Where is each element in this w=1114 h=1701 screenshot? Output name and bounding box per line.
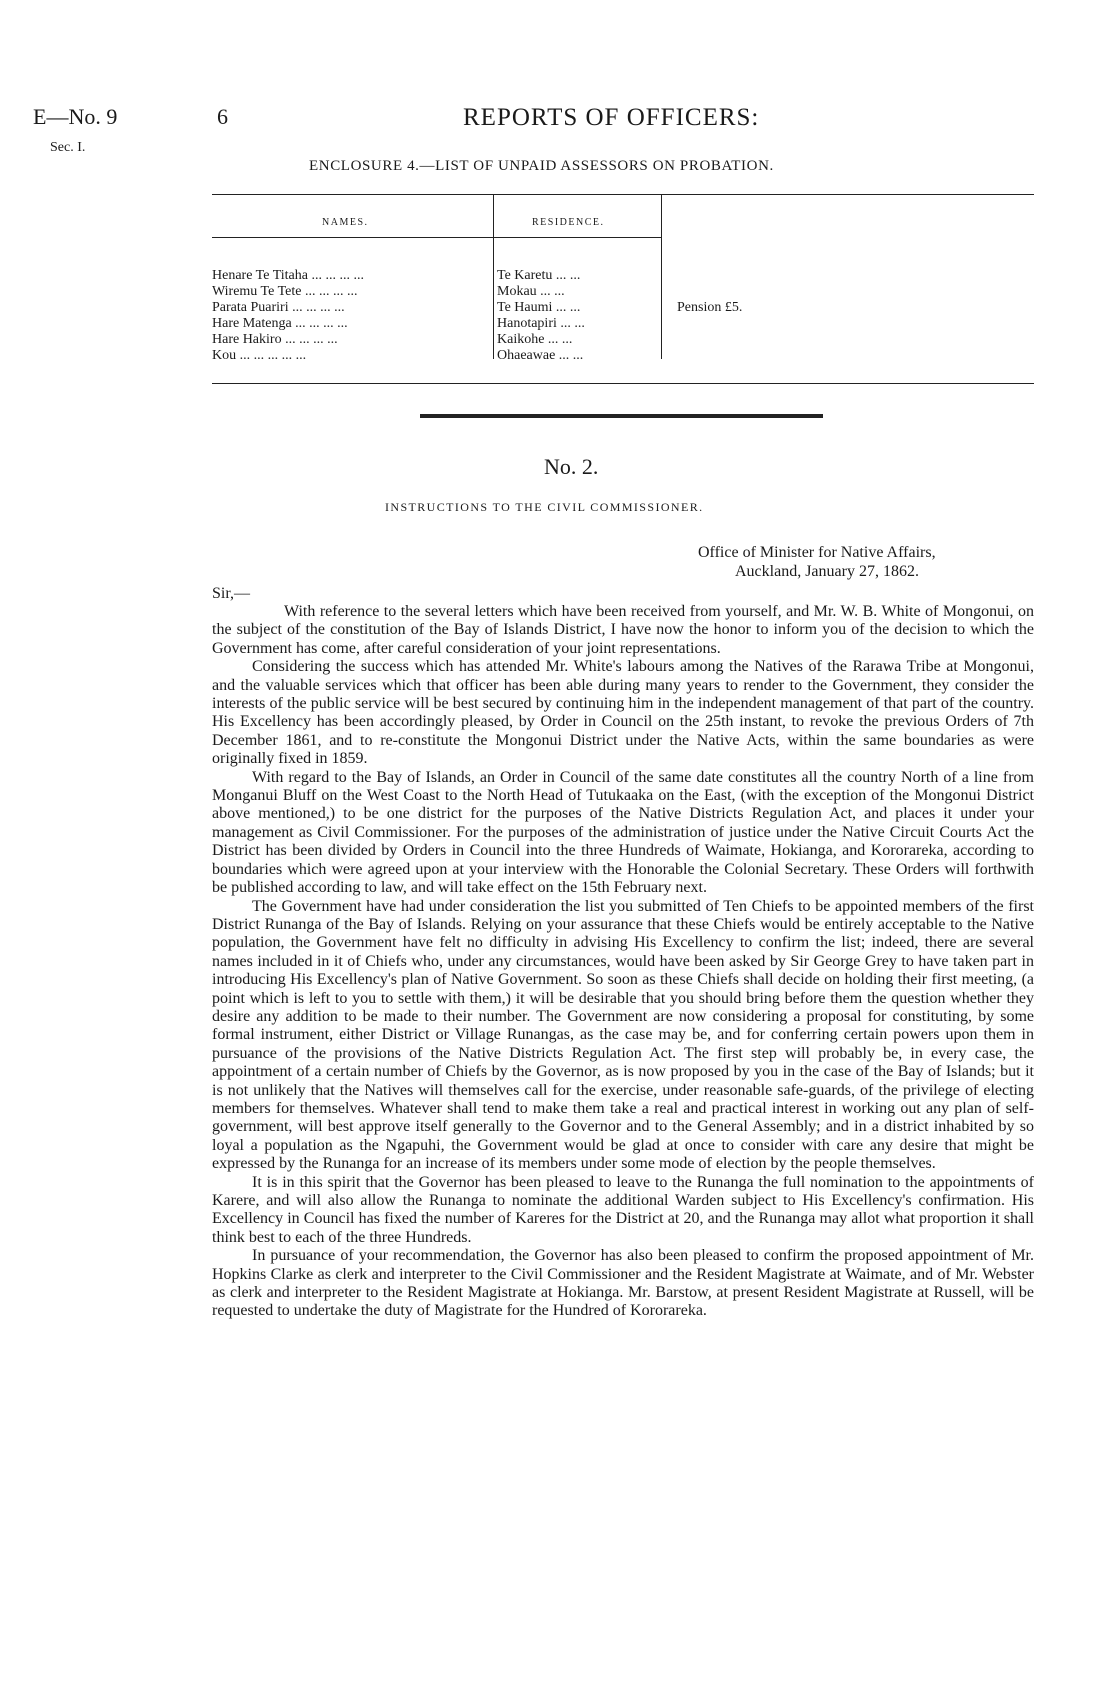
assessor-residence: Kaikohe ... ... [497,332,573,347]
paragraph: With regard to the Bay of Islands, an Order in Council of the same date constitutes all the country North of a line from Monganui Bluff on the West Coast to the North Head of Tutukaaka on the East, (with the exception of the Mongonui District above mentioned,) to be one district for the purposes of the Native Districts Regulation Act, and places it under your management as Civil Commissioner. For the purposes of the administration of justice under the Native Circuit Courts Act the District has been divided by Orders in Council into the three Hundreds of Waimate, Hokianga, and Kororareka, according to boundaries which were agreed upon at your interview with the Honorable the Colonial Secretary. These Orders will forthwith be published according to law, and will take effect on the 15th February next. [212,768,1034,897]
table-top-rule [212,194,1034,195]
assessor-name: Henare Te Titaha ... ... ... ... [212,268,364,283]
letter-date: Auckland, January 27, 1862. [735,563,919,580]
letter-body [212,603,1034,1321]
section-label: Sec. I. [50,140,86,155]
table-header-rule [212,237,661,238]
column-header-names: NAMES. [322,217,369,228]
paragraph: The Government have had under consideration the list you submitted of Ten Chiefs to be appointed members of the first District Runanga of the Bay of Islands. Relying on your assurance that these Chiefs would be entirely acceptable to the Native population, the Government have felt no difficulty in advising His Excellency to confirm the list; indeed, there are several names included in it of Chiefs who, under any circumstances, would have been asked by Sir George Grey to have taken part in introducing His Excellency's plan of Native Government. So soon as these Chiefs shall decide on holding their first meeting, (a point which is left to you to settle with them,) it will be desirable that you should bring before them the question whether they desire any addition to be made to their number. The Government are now considering a proposal for constituting, by some formal instrument, either District or Village Runangas, as the case may be, and for conferring certain powers upon them in pursuance of the provisions of the Native Districts Regulation Act. The first step will probably be, in every case, the appointment of a certain number of Chiefs by the Governor, as is now proposed by you in the case of the Bay of Islands; but it is not unlikely that the Natives will themselves call for the exercise, under reasonable safe-guards, of the privilege of electing members for themselves. Whatever shall tend to make them take a real and practical interest in working out any plan of self-government, will best approve itself generally to the Governor and to the General Assembly; and in a district inhabited by so loyal a population as the Ngapuhi, the Government would be glad at once to consider with care any desire that might be expressed by the Runanga for an increase of its members under some mode of election by the people themselves. [212,897,1034,1173]
paragraph: In pursuance of your recommendation, the Governor has also been pleased to confirm the proposed appointment of Mr. Hopkins Clarke as clerk and interpreter to the Civil Commissioner and the Resident Magistrate at Waimate, and of Mr. Webster as clerk and interpreter to the Resident Magistrate at Hokianga. Mr. Barstow, at present Resident Magistrate at Russell, will be requested to undertake the duty of Magistrate for the Hundred of Kororareka. [212,1247,1034,1320]
paragraph: It is in this spirit that the Governor has been pleased to leave to the Runanga the full nomination to the appointments of Karere, and will also allow the Runanga to nominate the additional Warden subject to His Excellency's confirmation. His Excellency in Council has fixed the number of Kareres for the District at 20, and the Runanga may allot what proportion it shall think best to each of the three Hundreds. [212,1173,1034,1246]
column-header-residence: RESIDENCE. [532,217,605,228]
assessor-residence: Hanotapiri ... ... [497,316,585,331]
assessor-residence: Mokau ... ... [497,284,565,299]
assessor-name: Parata Puariri ... ... ... ... [212,300,345,315]
assessor-residence: Ohaeawae ... ... [497,348,584,363]
office-address: Office of Minister for Native Affairs, [698,544,936,561]
assessor-name: Kou ... ... ... ... ... [212,348,307,363]
assessor-residence: Te Karetu ... ... [497,268,581,283]
document-code: E—No. 9 [33,104,118,129]
letter-title: INSTRUCTIONS TO THE CIVIL COMMISSIONER. [385,500,704,514]
table-bottom-rule [212,383,1034,384]
assessor-name: Hare Hakiro ... ... ... ... [212,332,338,347]
pension-remark: Pension £5. [677,300,743,315]
assessor-name: Hare Matenga ... ... ... ... [212,316,348,331]
enclosure-heading: ENCLOSURE 4.—LIST OF UNPAID ASSESSORS ON PROBATION. [309,158,774,174]
page-title: REPORTS OF OFFICERS: [463,104,760,131]
section-separator [420,414,823,418]
assessor-name: Wiremu Te Tete ... ... ... ... [212,284,358,299]
salutation: Sir,— [212,585,251,602]
paragraph: Considering the success which has attended Mr. White's labours among the Natives of the Rarawa Tribe at Mongonui, and the valuable services which that officer has been able during many years to render to the Government, they consider the interests of the public service will be best secured by continuing him in the independent management of that part of the country. His Excellency has been accordingly pleased, by Order in Council on the 25th instant, to revoke the previous Orders of 7th December 1861, and to re-constitute the Mongonui District under the Native Acts, within the same boundaries as were originally fixed in 1859. [212,658,1034,768]
assessor-residence: Te Haumi ... ... [497,300,581,315]
letter-number: No. 2. [544,454,599,479]
page-number: 6 [217,104,228,129]
paragraph: With reference to the several letters which have been received from yourself, and Mr. W. B. White of Mongonui, on the subject of the constitution of the Bay of Islands District, I have now the honor to inform you of the decision to which the Government has come, after careful consideration of your joint representations. [212,603,1034,657]
